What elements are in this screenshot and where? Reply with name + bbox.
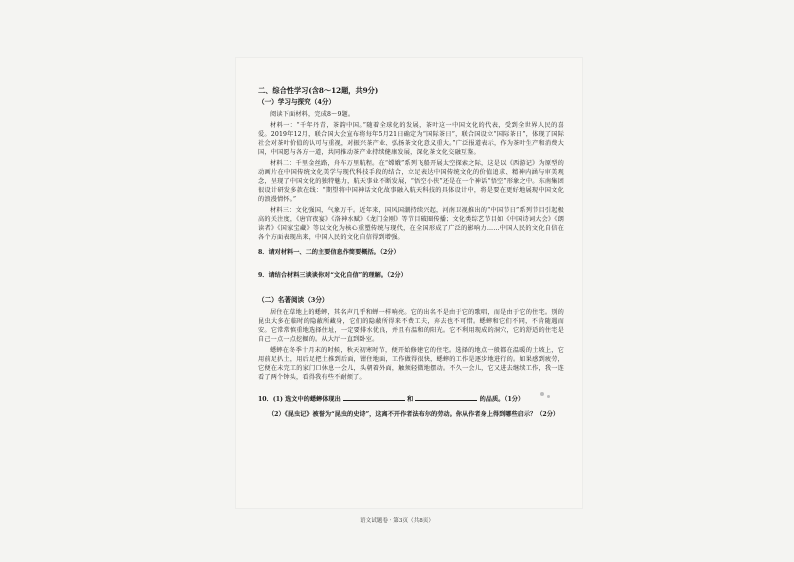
reading-paragraph-1: 居住在草地上的蟋蟀，其名声几乎和蝉一样响亮。它的出名不是由于它的歌唱，而是由于它的住宅。别的昆虫大多在临时的隐蔽所藏身，它们的隐蔽所得来不费工夫，弃去也不可惜。蟋蟀和它们不同，不肯随遇而安。它常常慎重地选择住址，一定要排水优良，并且有温和的阳光。它不利用现成的洞穴，它的舒适的住宅是自己一点一点挖掘的。从大厅一直到卧室。 xyxy=(258,309,564,343)
scan-speck xyxy=(547,395,550,398)
answer-blank-1[interactable] xyxy=(343,394,405,401)
question-9: 9．请结合材料三谈谈你对“文化自信”的理解。（2分） xyxy=(258,272,407,279)
q10-1-suffix: 的品质。（1分） xyxy=(479,396,525,403)
material-3: 材料三：文化强国，气象万千。近年来，国风国潮持续兴起，河南卫视推出的“中国节日”系列节目引起极高的关注度，《唐宫夜宴》《洛神水赋》《龙门金刚》等节目破圈传播；文化类综艺节目如《中国诗词大会》《朗读者》《国家宝藏》等以文化为核心重塑传统与现代，在全国形成了广泛的影响力……中国人民的文化自信在各个方面表现出来，中国人民的文化自信得到增强。 xyxy=(258,207,564,241)
question-10-2: （2）《昆虫记》被誉为“昆虫的史诗”，这离不开作者法布尔的劳动。你从作者身上得到哪些启示？（2分） xyxy=(268,411,560,418)
question-8: 8．请对材料一、二的主要信息作简要概括。（2分） xyxy=(258,249,400,256)
section-title: 二、综合性学习(含8～12题，共9分) xyxy=(258,86,379,95)
page-footer: 语文试题卷 · 第3页（共8页） xyxy=(360,518,434,524)
answer-blank-2[interactable] xyxy=(415,394,477,401)
question-10-1 xyxy=(258,394,564,404)
reading-paragraph-2: 蟋蟀在冬季十月末的时候，秋天初寒时节，便开始修建它的住宅。选择的地点一般都在温暖的土坡上，它用前足扒土，用后足把土推到后面，钳住地面，工作做得很快，蟋蟀的工作是逐步地进行的。如果感到疲劳，它便在未完工的家门口休息一会儿，头朝着外面，触须轻微地摆动。不久一会儿，它又进去继续工作，我一连看了两个钟头，看得我有些不耐烦了。 xyxy=(258,347,564,381)
q10-1-prefix: 10．(1) 选文中的蟋蟀体现出 xyxy=(258,396,341,403)
material-2: 材料二：千里金丝路，舟车万里航程。在“嫦娥”系列飞船开展太空探索之际，这是以《西游记》为原型的动画片在中国传统文化美学与现代科技手段的结合，立足表达中国传统文化的价值追求、精神内涵与审美观念，呈现了中国文化的独特魅力，航天事业不断发展，“悟空小侠”还是在一个神话“悟空”形象之中。东南集团很设计研发多款在线：“期望将中国神话文化故事融入航天科技的具体设计中，将是要在更好地展现中国文化的浪漫情怀。” xyxy=(258,160,564,203)
part1-title: （一）学习与探究（4分） xyxy=(258,98,336,106)
scan-speck xyxy=(540,392,544,396)
material-1: 材料一：“千年丹青，茶韵中国。”随着全球化的发展，茶叶这一中国文化的代表，受到全世界人民的喜爱。2019年12月，联合国大会宣布将每年5月21日确定为“国际茶日”，联合国设立“国际茶日”，体现了国际社会对茶叶价值的认可与重视，对振兴茶产业、弘扬茶文化意义重大。”广泛报道表示，作为茶叶生产和消费大国，中国愿与各方一道，共同推动茶产业持续健康发展，深化茶文化交融互鉴。 xyxy=(258,122,564,156)
q10-1-middle: 和 xyxy=(407,396,414,403)
part2-title: （二）名著阅读（3分） xyxy=(258,296,329,304)
part1-intro: 阅读下面材料，完成8～9题。 xyxy=(270,111,355,118)
exam-content xyxy=(258,86,564,425)
